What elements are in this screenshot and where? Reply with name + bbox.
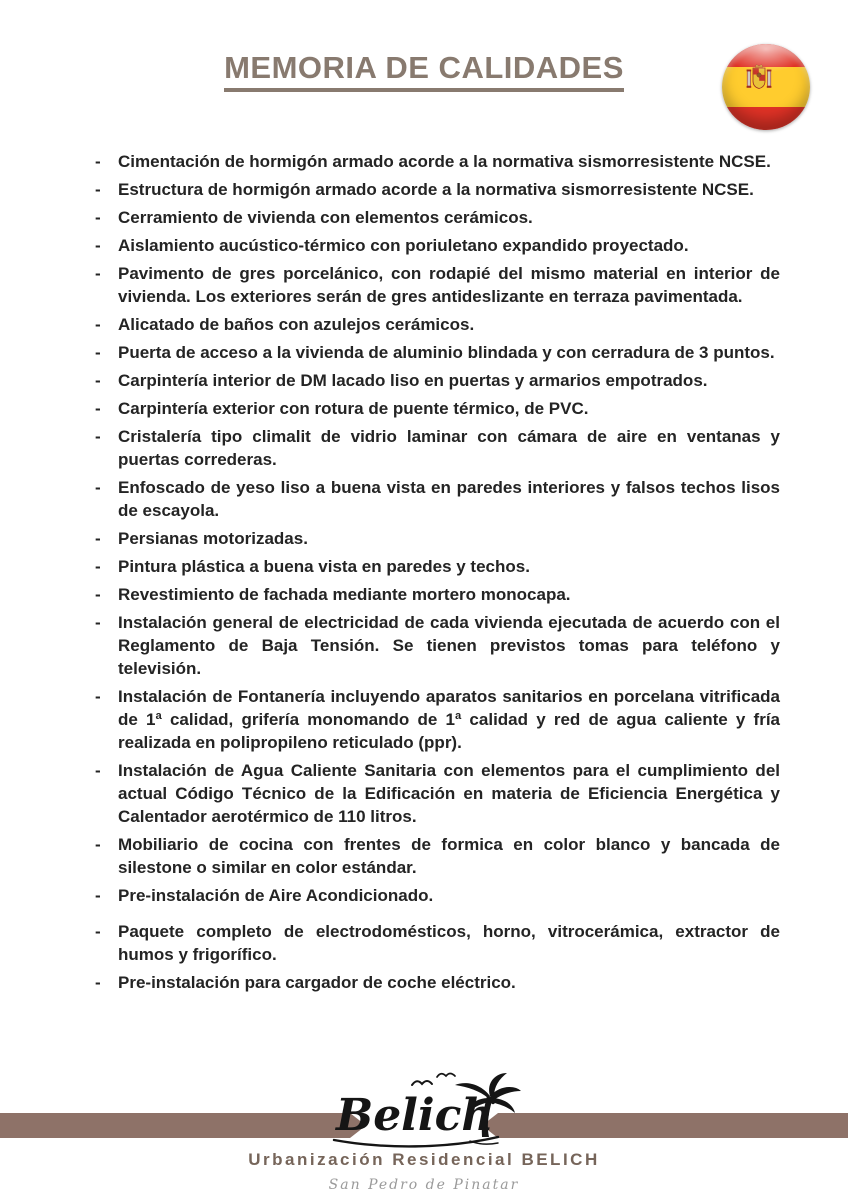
bullet-dash: -: [95, 180, 101, 199]
footer-line1: Urbanización Residencial BELICH: [248, 1150, 600, 1169]
bullet-dash: -: [95, 529, 101, 548]
bullet-dash: -: [95, 236, 101, 255]
list-item-text: Pre-instalación para cargador de coche eléctrico.: [118, 973, 516, 992]
list-item: [95, 234, 780, 257]
list-item-text: Pre-instalación de Aire Acondicionado.: [118, 886, 434, 905]
list-item: [95, 313, 780, 336]
bullet-dash: -: [95, 973, 101, 992]
list-item-text: Carpintería interior de DM lacado liso en puertas y armarios empotrados.: [118, 371, 708, 390]
bullet-dash: -: [95, 687, 101, 706]
bullet-dash: -: [95, 761, 101, 780]
bullet-dash: -: [95, 835, 101, 854]
list-item-text: Mobiliario de cocina con frentes de formica en color blanco y bancada de silestone o similar en color estándar.: [118, 835, 780, 877]
list-item: [95, 150, 780, 173]
title-section: [0, 0, 848, 92]
bullet-dash: -: [95, 427, 101, 446]
bullet-dash: -: [95, 208, 101, 227]
bullet-dash: -: [95, 315, 101, 334]
list-item-text: Enfoscado de yeso liso a buena vista en paredes interiores y falsos techos lisos de escayola.: [118, 478, 780, 520]
list-item: [95, 425, 780, 471]
brand-name: Belich: [336, 1090, 494, 1141]
list-item-text: Instalación general de electricidad de cada vivienda ejecutada de acuerdo con el Reglamento de Baja Tensión. Se tienen previstos tomas para teléfono y televisión.: [118, 613, 780, 678]
list-item: [95, 611, 780, 680]
footer-ribbon-left: [0, 1113, 366, 1138]
footer-line2: San Pedro de Pinatar: [328, 1177, 520, 1193]
bullet-dash: -: [95, 585, 101, 604]
list-item: [95, 884, 780, 907]
list-item: [95, 341, 780, 364]
list-item: [95, 369, 780, 392]
list-item-text: Instalación de Fontanería incluyendo aparatos sanitarios en porcelana vitrificada de 1ª calidad, grifería monomando de 1ª calidad y red de agua caliente y fría realizada en polipropileno reticulado (ppr).: [118, 687, 780, 752]
list-item: [95, 206, 780, 229]
bullet-dash: -: [95, 264, 101, 283]
list-item: [95, 920, 780, 966]
bullet-dash: -: [95, 152, 101, 171]
list-item: [95, 262, 780, 308]
page-title: MEMORIA DE CALIDADES: [224, 50, 624, 92]
list-item-text: Pintura plástica a buena vista en paredes y techos.: [118, 557, 530, 576]
list-item-text: Persianas motorizadas.: [118, 529, 308, 548]
list-item-text: Pavimento de gres porcelánico, con rodapié del mismo material en interior de vivienda. Los exteriores serán de gres antideslizante en terraza pavimentada.: [118, 264, 780, 306]
list-item: [95, 178, 780, 201]
footer-ribbon-right: [482, 1113, 848, 1138]
belich-logo: [324, 1070, 524, 1154]
bullet-dash: -: [95, 399, 101, 418]
bullet-dash: -: [95, 343, 101, 362]
birds-icon: [412, 1074, 455, 1086]
bullet-dash: -: [95, 922, 101, 941]
list-item-text: Alicatado de baños con azulejos cerámicos.: [118, 315, 475, 334]
list-item: [95, 971, 780, 994]
list-item-text: Carpintería exterior con rotura de puente térmico, de PVC.: [118, 399, 589, 418]
list-item-text: Paquete completo de electrodomésticos, horno, vitrocerámica, extractor de humos y frigorífico.: [118, 922, 780, 964]
list-item-text: Puerta de acceso a la vivienda de aluminio blindada y con cerradura de 3 puntos.: [118, 343, 775, 362]
list-item-text: Cerramiento de vivienda con elementos cerámicos.: [118, 208, 533, 227]
list-item: [95, 833, 780, 879]
list-item-text: Cristalería tipo climalit de vidrio laminar con cámara de aire en ventanas y puertas correderas.: [118, 427, 780, 469]
list-item-text: Instalación de Agua Caliente Sanitaria con elementos para el cumplimiento del actual Código Técnico de la Edificación en materia de Eficiencia Energética y Calentador aerotérmico de 110 litros.: [118, 761, 780, 826]
spain-flag-icon: [722, 44, 810, 130]
list-item: [95, 685, 780, 754]
bullet-dash: -: [95, 557, 101, 576]
list-item-text: Cimentación de hormigón armado acorde a la normativa sismorresistente NCSE.: [118, 152, 771, 171]
list-item-text: Aislamiento aucústico-térmico con poriuletano expandido proyectado.: [118, 236, 689, 255]
bullet-dash: -: [95, 478, 101, 497]
spec-list: [0, 150, 848, 994]
list-item-text: Estructura de hormigón armado acorde a la normativa sismorresistente NCSE.: [118, 180, 754, 199]
list-item: [95, 527, 780, 550]
bullet-dash: -: [95, 371, 101, 390]
bullet-dash: -: [95, 886, 101, 905]
list-item: [95, 583, 780, 606]
bullet-dash: -: [95, 613, 101, 632]
list-item: [95, 555, 780, 578]
flag-gloss-highlight: [722, 44, 810, 130]
list-item: [95, 759, 780, 828]
list-item: [95, 397, 780, 420]
list-item: [95, 476, 780, 522]
list-item-text: Revestimiento de fachada mediante mortero monocapa.: [118, 585, 571, 604]
